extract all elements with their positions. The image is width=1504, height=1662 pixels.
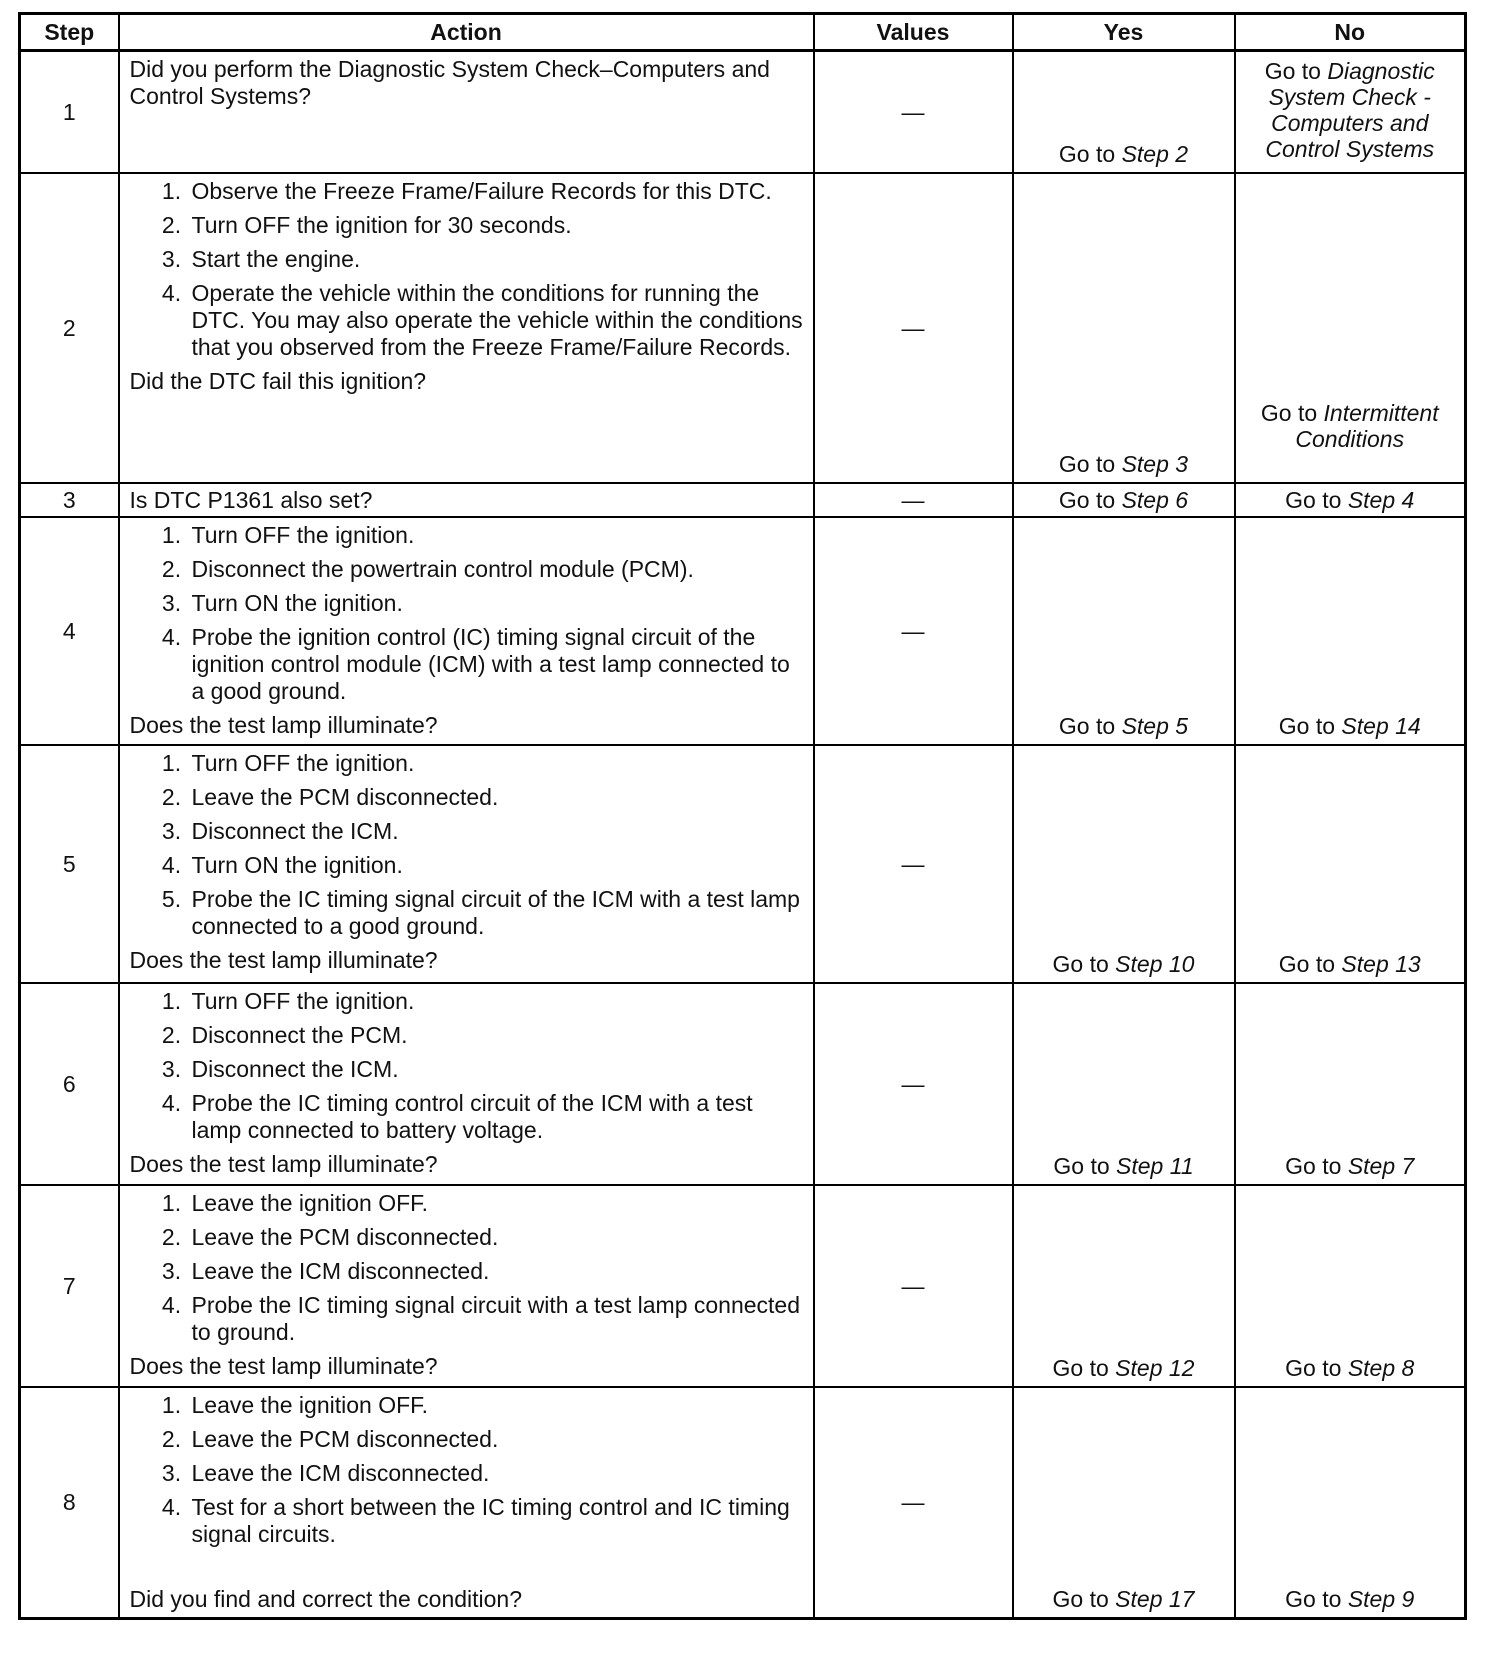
no-target: Step 14 <box>1341 713 1421 739</box>
no-target: Step 9 <box>1347 1586 1415 1612</box>
action-item: 1. Leave the ignition OFF. <box>188 1190 807 1217</box>
no-target: Step 4 <box>1347 486 1415 513</box>
action-cell <box>119 51 814 174</box>
yes-target: Step 12 <box>1115 1355 1195 1381</box>
table-row <box>20 483 1466 517</box>
go-to-label: Go to <box>1260 400 1318 426</box>
action-item: 2. Disconnect the PCM. <box>188 1022 807 1049</box>
action-cell <box>119 1387 814 1619</box>
no-cell <box>1235 483 1466 517</box>
go-to-label: Go to <box>1052 1355 1109 1381</box>
action-item: 2. Turn OFF the ignition for 30 seconds. <box>188 212 807 239</box>
action-steps <box>130 1190 807 1346</box>
action-item: 4. Probe the IC timing signal circuit with a test lamp connected to ground. <box>188 1292 807 1346</box>
action-item: 2. Leave the PCM disconnected. <box>188 784 807 811</box>
go-to-label: Go to <box>1058 486 1116 513</box>
no-target: Step 13 <box>1341 951 1421 977</box>
go-to-label: Go to <box>1285 1355 1342 1381</box>
action-item: 2. Leave the PCM disconnected. <box>188 1426 807 1453</box>
action-cell <box>119 483 814 517</box>
action-item: 3. Disconnect the ICM. <box>188 1056 807 1083</box>
yes-target: Step 3 <box>1121 451 1189 477</box>
action-item: 1. Turn OFF the ignition. <box>188 750 807 777</box>
header-values: Values <box>814 14 1013 51</box>
go-to-label: Go to <box>1285 486 1342 513</box>
action-question: Did you perform the Diagnostic System Check–Computers and Control Systems? <box>129 56 770 109</box>
values-cell: — <box>814 517 1013 745</box>
action-item: 2. Leave the PCM disconnected. <box>188 1224 807 1251</box>
yes-cell <box>1013 51 1235 174</box>
action-question: Does the test lamp illuminate? <box>129 712 438 738</box>
diagnostic-table <box>18 12 1467 1620</box>
step-number: 8 <box>20 1387 119 1619</box>
action-question: Does the test lamp illuminate? <box>129 1151 438 1177</box>
no-target: Step 8 <box>1347 1355 1415 1381</box>
table-row <box>20 517 1466 745</box>
action-question: Did you find and correct the condition? <box>129 1586 523 1612</box>
action-item: 1. Turn OFF the ignition. <box>188 522 807 549</box>
yes-cell <box>1013 483 1235 517</box>
no-cell <box>1235 1387 1466 1619</box>
go-to-label: Go to <box>1058 451 1116 477</box>
step-number: 6 <box>20 983 119 1185</box>
step-number: 3 <box>20 483 119 517</box>
action-question: Did the DTC fail this ignition? <box>129 368 427 394</box>
header-row <box>20 14 1466 51</box>
action-item: 1. Turn OFF the ignition. <box>188 988 807 1015</box>
action-item: 1. Leave the ignition OFF. <box>188 1392 807 1419</box>
action-item: 3. Disconnect the ICM. <box>188 818 807 845</box>
table-row <box>20 1185 1466 1387</box>
step-number: 7 <box>20 1185 119 1387</box>
action-item: 3. Leave the ICM disconnected. <box>188 1460 807 1487</box>
yes-target: Step 2 <box>1121 141 1189 167</box>
table-row <box>20 745 1466 983</box>
no-target: Intermittent Conditions <box>1295 400 1439 452</box>
header-no: No <box>1235 14 1466 51</box>
go-to-label: Go to <box>1285 1586 1342 1612</box>
yes-cell <box>1013 1185 1235 1387</box>
no-cell <box>1235 983 1466 1185</box>
action-item: 4. Operate the vehicle within the conditions for running the DTC. You may also operate the vehicle within the conditions that you observed from the Freeze Frame/Failure Records. <box>188 280 807 361</box>
action-cell <box>119 1185 814 1387</box>
go-to-label: Go to <box>1053 1153 1110 1179</box>
step-number: 4 <box>20 517 119 745</box>
yes-cell <box>1013 983 1235 1185</box>
action-steps <box>130 988 807 1144</box>
action-item: 3. Turn ON the ignition. <box>188 590 807 617</box>
action-cell <box>119 517 814 745</box>
action-cell <box>119 173 814 483</box>
action-question: Does the test lamp illuminate? <box>129 1353 438 1379</box>
values-cell: — <box>814 1185 1013 1387</box>
action-item: 3. Leave the ICM disconnected. <box>188 1258 807 1285</box>
yes-target: Step 10 <box>1115 951 1195 977</box>
yes-cell <box>1013 745 1235 983</box>
no-target: Diagnostic System Check - Computers and Control Systems <box>1265 58 1435 162</box>
yes-target: Step 6 <box>1121 486 1189 513</box>
action-item: 4. Probe the ignition control (IC) timing signal circuit of the ignition control module (ICM) with a test lamp connected to a good ground. <box>188 624 807 705</box>
action-item: 3. Start the engine. <box>188 246 807 273</box>
go-to-label: Go to <box>1058 713 1116 739</box>
action-steps <box>130 750 807 940</box>
yes-cell <box>1013 517 1235 745</box>
values-cell: — <box>814 1387 1013 1619</box>
action-item: 4. Test for a short between the IC timing control and IC timing signal circuits. <box>188 1494 807 1548</box>
action-cell <box>119 983 814 1185</box>
values-cell: — <box>814 173 1013 483</box>
values-cell: — <box>814 745 1013 983</box>
yes-target: Step 5 <box>1121 713 1189 739</box>
action-item: 4. Probe the IC timing control circuit of the ICM with a test lamp connected to battery voltage. <box>188 1090 807 1144</box>
go-to-label: Go to <box>1278 713 1336 739</box>
no-cell <box>1235 1185 1466 1387</box>
no-cell <box>1235 745 1466 983</box>
go-to-label: Go to <box>1278 951 1336 977</box>
table-row <box>20 1387 1466 1619</box>
go-to-label: Go to <box>1052 1586 1109 1612</box>
action-question: Does the test lamp illuminate? <box>129 947 438 973</box>
action-item: 1. Observe the Freeze Frame/Failure Records for this DTC. <box>188 178 807 205</box>
header-step: Step <box>20 14 119 51</box>
action-item: 4. Turn ON the ignition. <box>188 852 807 879</box>
table-row <box>20 173 1466 483</box>
header-action: Action <box>119 14 814 51</box>
no-target: Step 7 <box>1347 1153 1415 1179</box>
yes-cell <box>1013 173 1235 483</box>
no-cell <box>1235 173 1466 483</box>
table-row <box>20 51 1466 174</box>
go-to-label: Go to <box>1058 141 1116 167</box>
values-cell: — <box>814 51 1013 174</box>
go-to-label: Go to <box>1052 951 1109 977</box>
no-cell <box>1235 517 1466 745</box>
header-yes: Yes <box>1013 14 1235 51</box>
values-cell: — <box>814 483 1013 517</box>
action-item: 2. Disconnect the powertrain control module (PCM). <box>188 556 807 583</box>
action-steps <box>130 178 807 361</box>
table-row <box>20 983 1466 1185</box>
yes-target: Step 17 <box>1115 1586 1195 1612</box>
go-to-label: Go to <box>1285 1153 1342 1179</box>
action-item: 5. Probe the IC timing signal circuit of the ICM with a test lamp connected to a good ground. <box>188 886 807 940</box>
no-cell <box>1235 51 1466 174</box>
spacer <box>130 1555 807 1582</box>
values-cell: — <box>814 983 1013 1185</box>
step-number: 2 <box>20 173 119 483</box>
action-steps <box>130 1392 807 1548</box>
action-question: Is DTC P1361 also set? <box>129 486 373 513</box>
step-number: 5 <box>20 745 119 983</box>
go-to-label: Go to <box>1264 58 1321 84</box>
action-steps <box>130 522 807 705</box>
yes-cell <box>1013 1387 1235 1619</box>
action-cell <box>119 745 814 983</box>
yes-target: Step 11 <box>1116 1153 1194 1179</box>
step-number: 1 <box>20 51 119 174</box>
